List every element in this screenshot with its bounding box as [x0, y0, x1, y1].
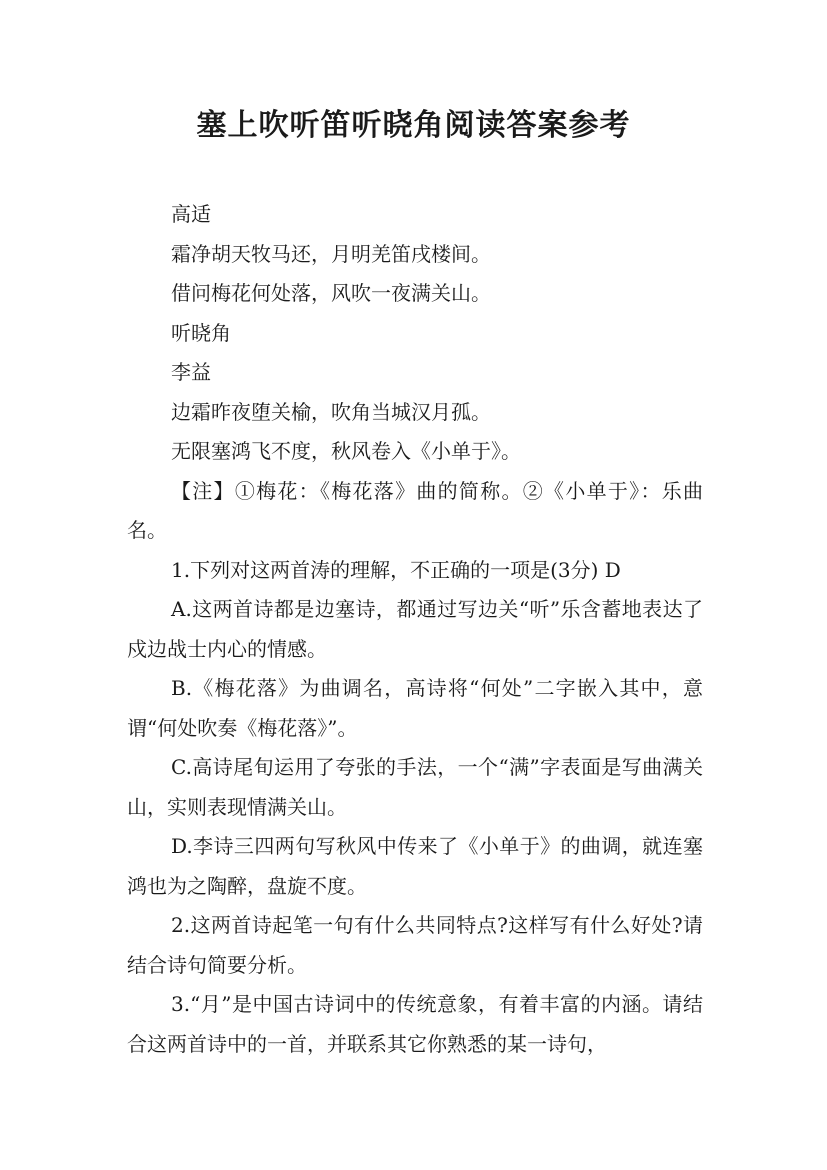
poem2-line-1: 边霜昨夜堕关榆，吹角当城汉月孤。 [171, 399, 491, 424]
document-body [127, 195, 703, 1064]
page-title: 塞上吹听笛听晓角阅读答案参考 [196, 108, 631, 143]
poem2-line-2: 无限塞鸿飞不度，秋风卷入《小单于》。 [171, 439, 521, 463]
question-1-option-a: A.这两首诗都是边塞诗，都通过写边关“听”乐含蓄地表达了戍边战士内心的情感。 [127, 597, 703, 661]
poem1-line-1: 霜净胡天牧马还，月明羌笛戌楼间。 [171, 241, 491, 266]
question-1: 1.下列对这两首涛的理解，不正确的一项是(3分) D [171, 557, 621, 582]
question-1-option-d: D.李诗三四两句写秋风中传来了《小单于》的曲调，就连塞鸿也为之陶醉，盘旋不度。 [127, 834, 703, 898]
question-3: 3.“月”是中国古诗词中的传统意象，有着丰富的内涵。请结合这两首诗中的一首，并联系其它你熟悉的某一诗句， [127, 992, 703, 1056]
question-2: 2.这两首诗起笔一句有什么共同特点?这样写有什么好处?请结合诗句简要分析。 [127, 913, 703, 977]
poem1-line-2: 借问梅花何处落，风吹一夜满关山。 [171, 281, 491, 305]
question-1-option-c: C.高诗尾旬运用了夸张的手法，一个“满”字表面是写曲满关山，实则表现情满关山。 [127, 755, 703, 819]
annotation-note: 【注】①梅花：《梅花落》曲的简称。②《小单于》：乐曲名。 [127, 478, 703, 542]
poem1-author: 高适 [171, 202, 211, 226]
poem2-title: 听晓角 [171, 320, 231, 345]
question-1-option-b: B.《梅花落》为曲调名，高诗将“何处”二字嵌入其中，意谓“何处吹奏《梅花落》”。 [127, 676, 703, 740]
poem2-author: 李益 [171, 360, 211, 384]
